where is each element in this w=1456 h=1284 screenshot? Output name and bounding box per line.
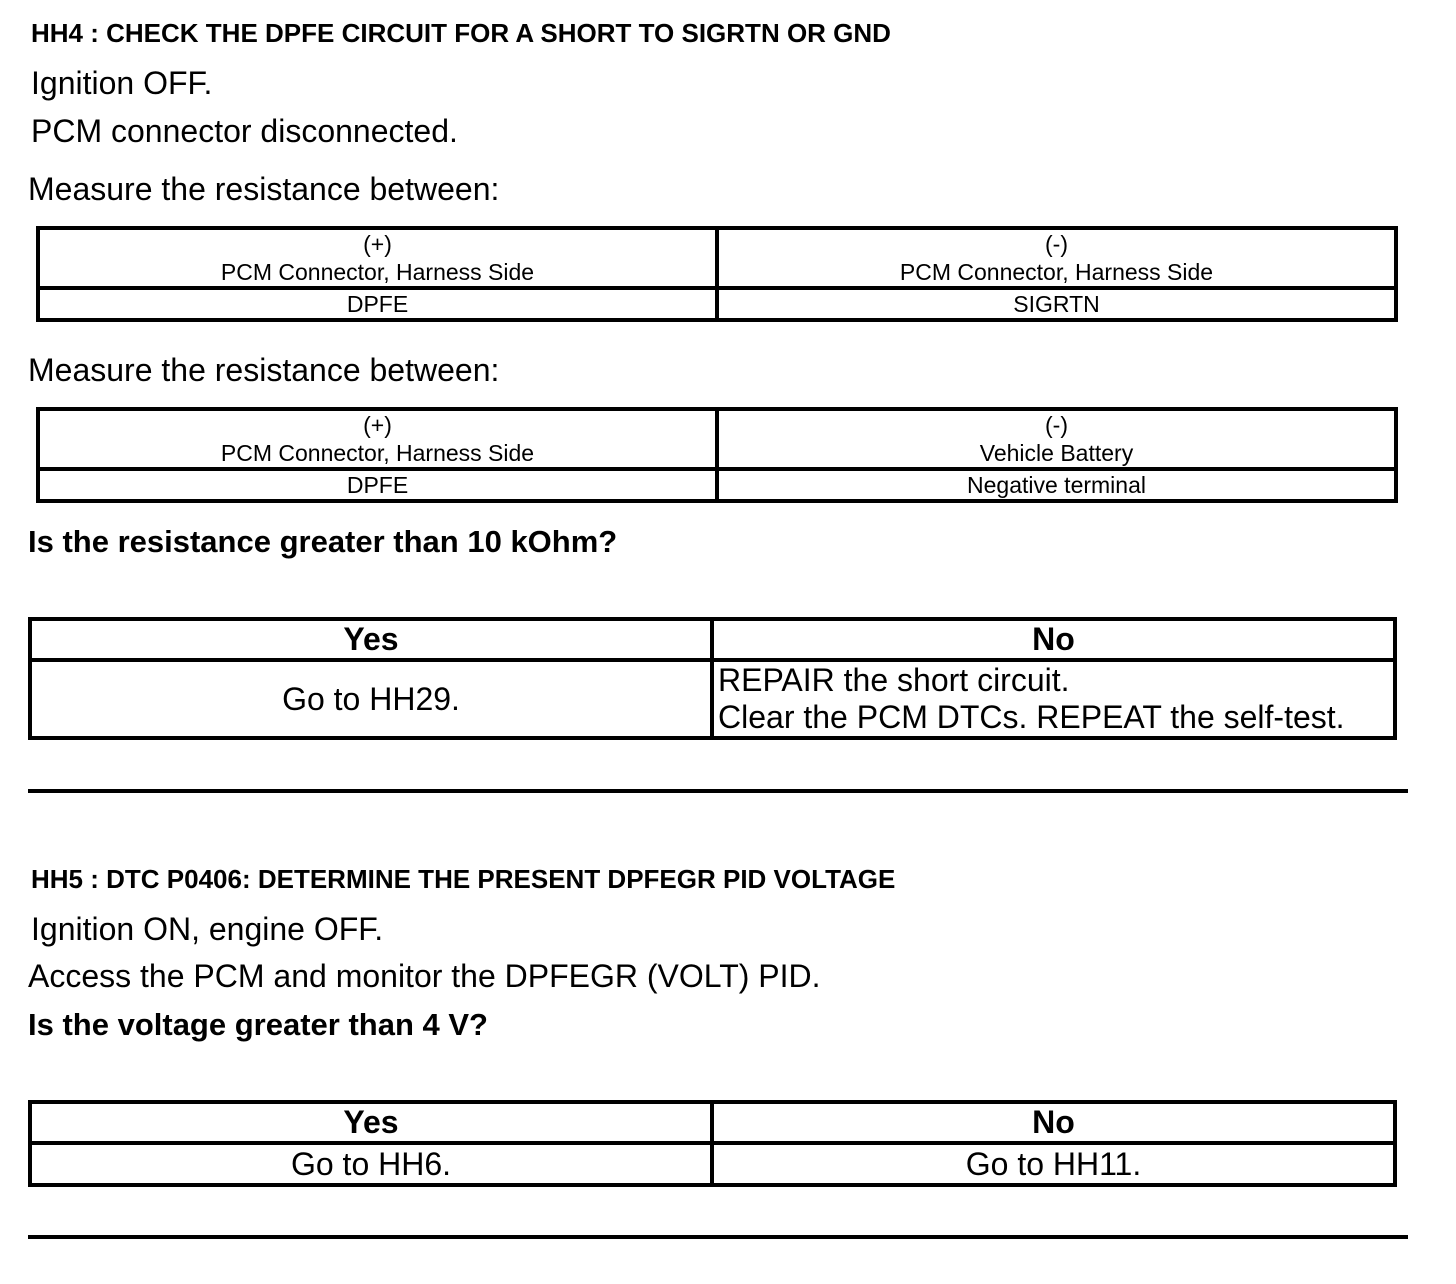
minus-label: PCM Connector, Harness Side bbox=[899, 259, 1214, 285]
plus-sign: (+) bbox=[363, 231, 392, 257]
measure-2-plus-header bbox=[38, 409, 717, 469]
minus-sign: (-) bbox=[1045, 231, 1068, 257]
measure-1-plus-header bbox=[38, 228, 717, 288]
measure-1-intro: Measure the resistance between: bbox=[28, 171, 500, 207]
yes-header: Yes bbox=[30, 619, 712, 660]
hh5-question: Is the voltage greater than 4 V? bbox=[28, 1007, 488, 1042]
hh4-question: Is the resistance greater than 10 kOhm? bbox=[28, 524, 618, 559]
plus-label: PCM Connector, Harness Side bbox=[220, 259, 535, 285]
yes-action: Go to HH6. bbox=[30, 1143, 712, 1185]
hh5-result-table bbox=[28, 1100, 1397, 1187]
hh4-step-2: PCM connector disconnected. bbox=[31, 113, 458, 149]
hh5-heading: HH5 : DTC P0406: DETERMINE THE PRESENT DPFEGR PID VOLTAGE bbox=[31, 864, 896, 894]
plus-sign: (+) bbox=[363, 412, 392, 438]
measure-1-table bbox=[36, 226, 1398, 322]
measure-2-minus-header bbox=[717, 409, 1396, 469]
no-action bbox=[712, 660, 1395, 738]
measure-2-plus-value: DPFE bbox=[38, 469, 717, 501]
plus-label: PCM Connector, Harness Side bbox=[220, 440, 535, 466]
minus-label: Vehicle Battery bbox=[979, 440, 1134, 466]
hh4-step-1: Ignition OFF. bbox=[31, 65, 213, 101]
hh5-step-2: Access the PCM and monitor the DPFEGR (VOLT) PID. bbox=[28, 958, 821, 994]
measure-1-minus-value: SIGRTN bbox=[717, 288, 1396, 320]
yes-action: Go to HH29. bbox=[30, 660, 712, 738]
section-divider bbox=[28, 1235, 1408, 1239]
measure-2-table bbox=[36, 407, 1398, 503]
measure-2-intro: Measure the resistance between: bbox=[28, 352, 500, 388]
hh4-result-table bbox=[28, 617, 1397, 740]
no-header: No bbox=[712, 1102, 1395, 1143]
no-header: No bbox=[712, 619, 1395, 660]
hh4-heading: HH4 : CHECK THE DPFE CIRCUIT FOR A SHORT TO SIGRTN OR GND bbox=[31, 18, 891, 48]
hh5-step-1: Ignition ON, engine OFF. bbox=[31, 911, 384, 947]
no-action-line-2: Clear the PCM DTCs. REPEAT the self-test. bbox=[718, 699, 1345, 735]
no-action: Go to HH11. bbox=[712, 1143, 1395, 1185]
yes-header: Yes bbox=[30, 1102, 712, 1143]
no-action-line-1: REPAIR the short circuit. bbox=[718, 662, 1070, 698]
section-divider bbox=[28, 789, 1408, 793]
minus-sign: (-) bbox=[1045, 412, 1068, 438]
measure-1-minus-header bbox=[717, 228, 1396, 288]
measure-2-minus-value: Negative terminal bbox=[717, 469, 1396, 501]
measure-1-plus-value: DPFE bbox=[38, 288, 717, 320]
